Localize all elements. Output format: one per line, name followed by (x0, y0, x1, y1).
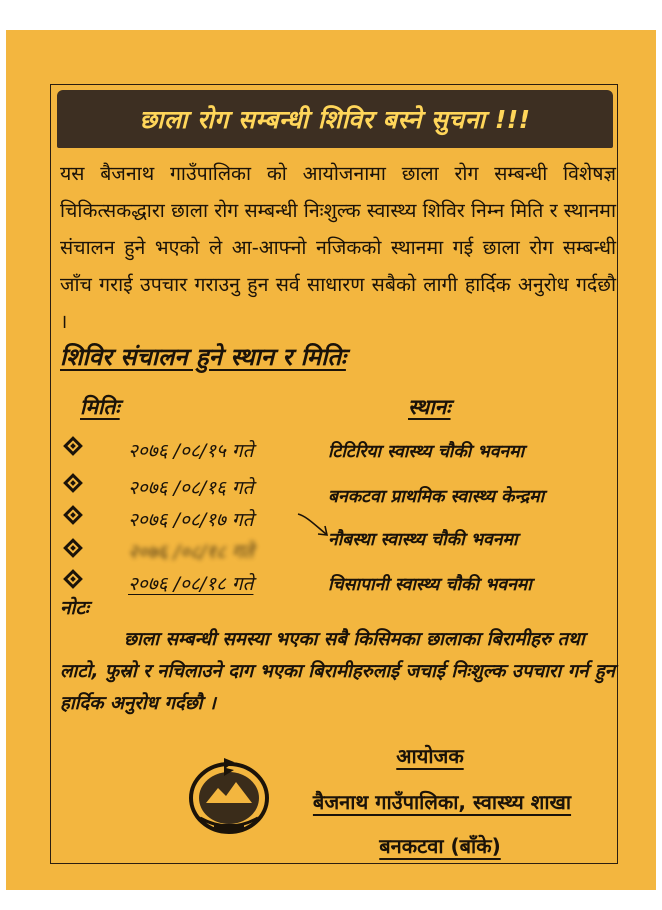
organizer-name: बैजनाथ गाउँपालिका, स्वास्थ्य शाखा (312, 790, 572, 814)
date-column-header: मितिः (80, 395, 120, 419)
organizer-label: आयोजक (396, 744, 464, 768)
schedule-place: नौबस्था स्वास्थ्य चौकी भवनमा (328, 530, 518, 550)
note-text: छाला सम्बन्धी समस्या भएका सबै किसिमका छालाका बिरामीहरु तथा लाटो, फुस्रो र नचिलाउने दाग भएका बिरामीहरुलाई जचाई निःशुल्क उपचारा गर्न हुन हार्दिक अनुरोध गर्दछौ । (60, 629, 615, 714)
schedule-date: २०७६ /०८/१६ गते (128, 477, 254, 499)
schedule-heading: शिविर संचालन हुने स्थान र मितिः (60, 343, 346, 371)
place-column-header: स्थानः (408, 395, 451, 419)
schedule-date: २०७६ /०८/१८ गते (128, 541, 254, 563)
schedule-place: चिसापानी स्वास्थ्य चौकी भवनमा (328, 575, 532, 595)
notice-title: छाला रोग सम्बन्धी शिविर बस्ने सुचना !!! (139, 105, 531, 134)
schedule-date: २०७६ /०८/१८ गते (128, 573, 254, 595)
note-label: नोटः (60, 597, 89, 619)
intro-paragraph: यस बैजनाथ गाउँपालिका को आयोजनामा छाला रोग सम्बन्धी विशेषज्ञ चिकित्सकद्धारा छाला रोग सम्बन्धी निःशुल्क स्वास्थ्य शिविर निम्न मिति र स्थानमा संचालन हुने भएको ले आ-आफ्नो नजिकको स्थानमा गई छाला रोग सम्बन्धी जाँच गराई उपचार गराउनु हुन सर्व साधारण सबैको लागी हार्दिक अनुरोध गर्दछौ । (60, 162, 616, 333)
government-emblem-icon (184, 748, 274, 838)
schedule-date: २०७६ /०८/१७ गते (128, 509, 254, 531)
schedule-place: बनकटवा प्राथमिक स्वास्थ्य केन्द्रमा (328, 487, 545, 507)
title-banner (57, 90, 613, 148)
organizer-location: बनकटवा (बाँके) (379, 834, 501, 858)
schedule-place: टिटिरिया स्वास्थ्य चौकी भवनमा (328, 442, 525, 462)
arrow-icon (296, 508, 332, 542)
schedule-date: २०७६ /०८/१५ गते (128, 440, 254, 462)
